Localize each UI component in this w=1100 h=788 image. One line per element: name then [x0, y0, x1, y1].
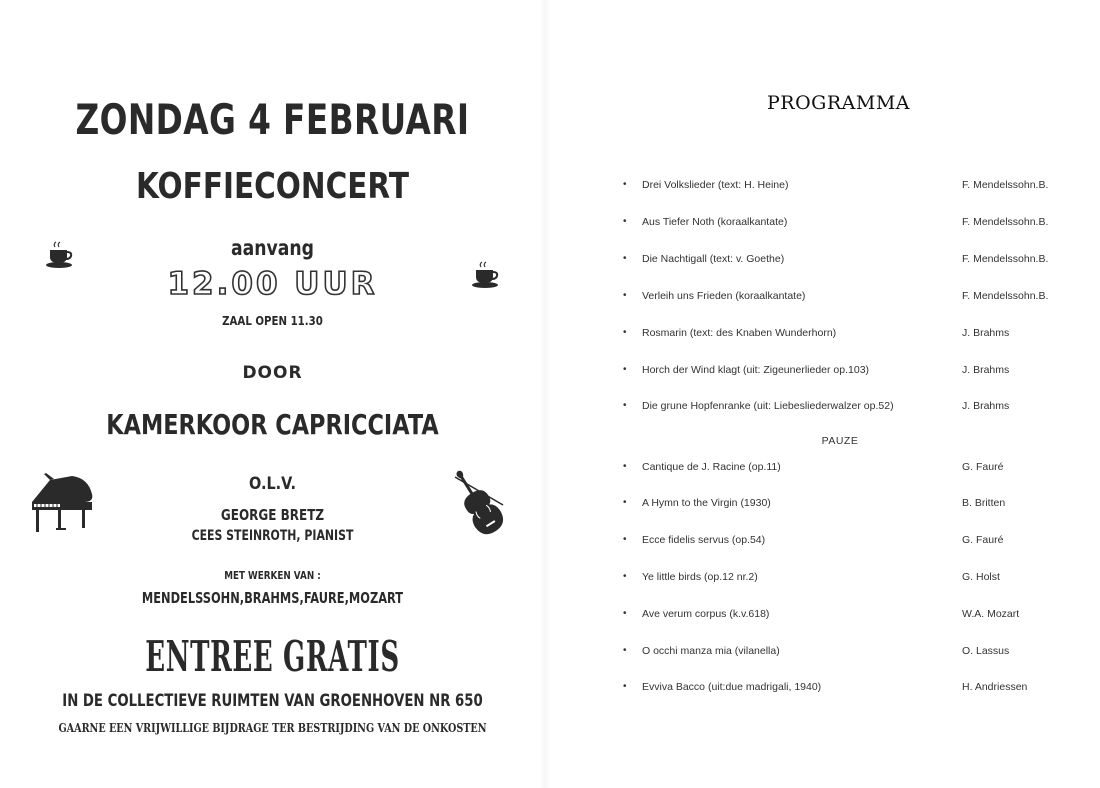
- composer-name: F. Mendelssohn.B.: [962, 290, 1049, 302]
- work-title: O occhi manza mia (vilanella): [642, 645, 780, 657]
- program-item: [545, 179, 1100, 199]
- bullet: •: [623, 400, 627, 411]
- choir-name: KAMERKOOR CAPRICCIATA: [106, 408, 439, 441]
- composer-name: H. Andriessen: [962, 681, 1028, 693]
- works-intro: MET WERKEN VAN :: [224, 569, 321, 582]
- violin-icon: [447, 465, 511, 546]
- composer-name: J. Brahms: [962, 364, 1010, 376]
- coffee-cup-icon: [44, 238, 76, 275]
- work-title: Ecce fidelis servus (op.54): [642, 534, 766, 546]
- grand-piano-icon: [28, 472, 100, 539]
- bullet: •: [623, 364, 627, 375]
- bullet: •: [623, 290, 627, 301]
- program-item: [545, 364, 1100, 384]
- work-title: Drei Volkslieder (text: H. Heine): [642, 179, 789, 191]
- bullet: •: [623, 497, 627, 508]
- program-item: [545, 461, 1100, 481]
- intermission-label: PAUZE: [821, 435, 859, 447]
- composer-name: F. Mendelssohn.B.: [962, 179, 1049, 191]
- coffee-cup-icon: [470, 258, 502, 295]
- bullet: •: [623, 645, 627, 656]
- program-item: [545, 216, 1100, 236]
- composer-name: G. Holst: [962, 571, 1000, 583]
- doors-open: ZAAL OPEN 11.30: [222, 314, 323, 328]
- event-title: KOFFIECONCERT: [136, 166, 409, 207]
- composers-list: MENDELSSOHN,BRAHMS,FAURE,MOZART: [141, 589, 404, 607]
- composer-name: W.A. Mozart: [962, 608, 1020, 620]
- program-item: [545, 253, 1100, 273]
- bullet: •: [623, 461, 627, 472]
- composer-name: J. Brahms: [962, 327, 1010, 339]
- program-item: [545, 327, 1100, 347]
- composer-name: F. Mendelssohn.B.: [962, 253, 1049, 265]
- contribution-note: GAARNE EEN VRIJWILLIGE BIJDRAGE TER BESTRIJDING VAN DE ONKOSTEN: [58, 721, 487, 735]
- bullet: •: [623, 253, 627, 264]
- composer-name: J. Brahms: [962, 400, 1010, 412]
- program-title: PROGRAMMA: [767, 92, 911, 114]
- work-title: Horch der Wind klagt (uit: Zigeunerlieder op.103): [642, 364, 870, 376]
- poster-page: [0, 0, 545, 788]
- start-time: 12.00 UUR: [167, 266, 378, 302]
- by-label: DOOR: [242, 363, 303, 383]
- conductor-label: O.L.V.: [249, 474, 296, 494]
- work-title: Cantique de J. Racine (op.11): [642, 461, 781, 473]
- conductor-name: GEORGE BRETZ: [220, 506, 325, 524]
- composer-name: G. Fauré: [962, 534, 1004, 546]
- work-title: Die Nachtigall (text: v. Goethe): [642, 253, 785, 265]
- work-title: A Hymn to the Virgin (1930): [642, 497, 771, 509]
- bullet: •: [623, 608, 627, 619]
- composer-name: B. Britten: [962, 497, 1006, 509]
- venue-location: IN DE COLLECTIEVE RUIMTEN VAN GROENHOVEN NR 650: [62, 691, 483, 711]
- program-item: [545, 290, 1100, 310]
- program-item: [545, 571, 1100, 591]
- composer-name: G. Fauré: [962, 461, 1004, 473]
- program-item: [545, 534, 1100, 554]
- work-title: Aus Tiefer Noth (koraalkantate): [642, 216, 788, 228]
- bullet: •: [623, 327, 627, 338]
- work-title: Verleih uns Frieden (koraalkantate): [642, 290, 806, 302]
- program-item: [545, 608, 1100, 628]
- bullet: •: [623, 681, 627, 692]
- bullet: •: [623, 534, 627, 545]
- work-title: Ave verum corpus (k.v.618): [642, 608, 770, 620]
- program-item: [545, 645, 1100, 665]
- composer-name: F. Mendelssohn.B.: [962, 216, 1049, 228]
- bullet: •: [623, 179, 627, 190]
- start-label: aanvang: [231, 236, 314, 260]
- work-title: Die grune Hopfenranke (uit: Liebesliederwalzer op.52): [642, 400, 894, 412]
- pianist-name: CEES STEINROTH, PIANIST: [191, 528, 354, 544]
- program-item: [545, 400, 1100, 420]
- concert-date: ZONDAG 4 FEBRUARI: [75, 95, 470, 144]
- program-item: [545, 497, 1100, 517]
- work-title: Ye little birds (op.12 nr.2): [642, 571, 758, 583]
- bullet: •: [623, 216, 627, 227]
- composer-name: O. Lassus: [962, 645, 1010, 657]
- program-page: [545, 0, 1100, 788]
- free-entry: ENTREE GRATIS: [145, 632, 400, 681]
- work-title: Evviva Bacco (uit:due madrigali, 1940): [642, 681, 822, 693]
- program-item: [545, 681, 1100, 701]
- work-title: Rosmarin (text: des Knaben Wunderhorn): [642, 327, 837, 339]
- bullet: •: [623, 571, 627, 582]
